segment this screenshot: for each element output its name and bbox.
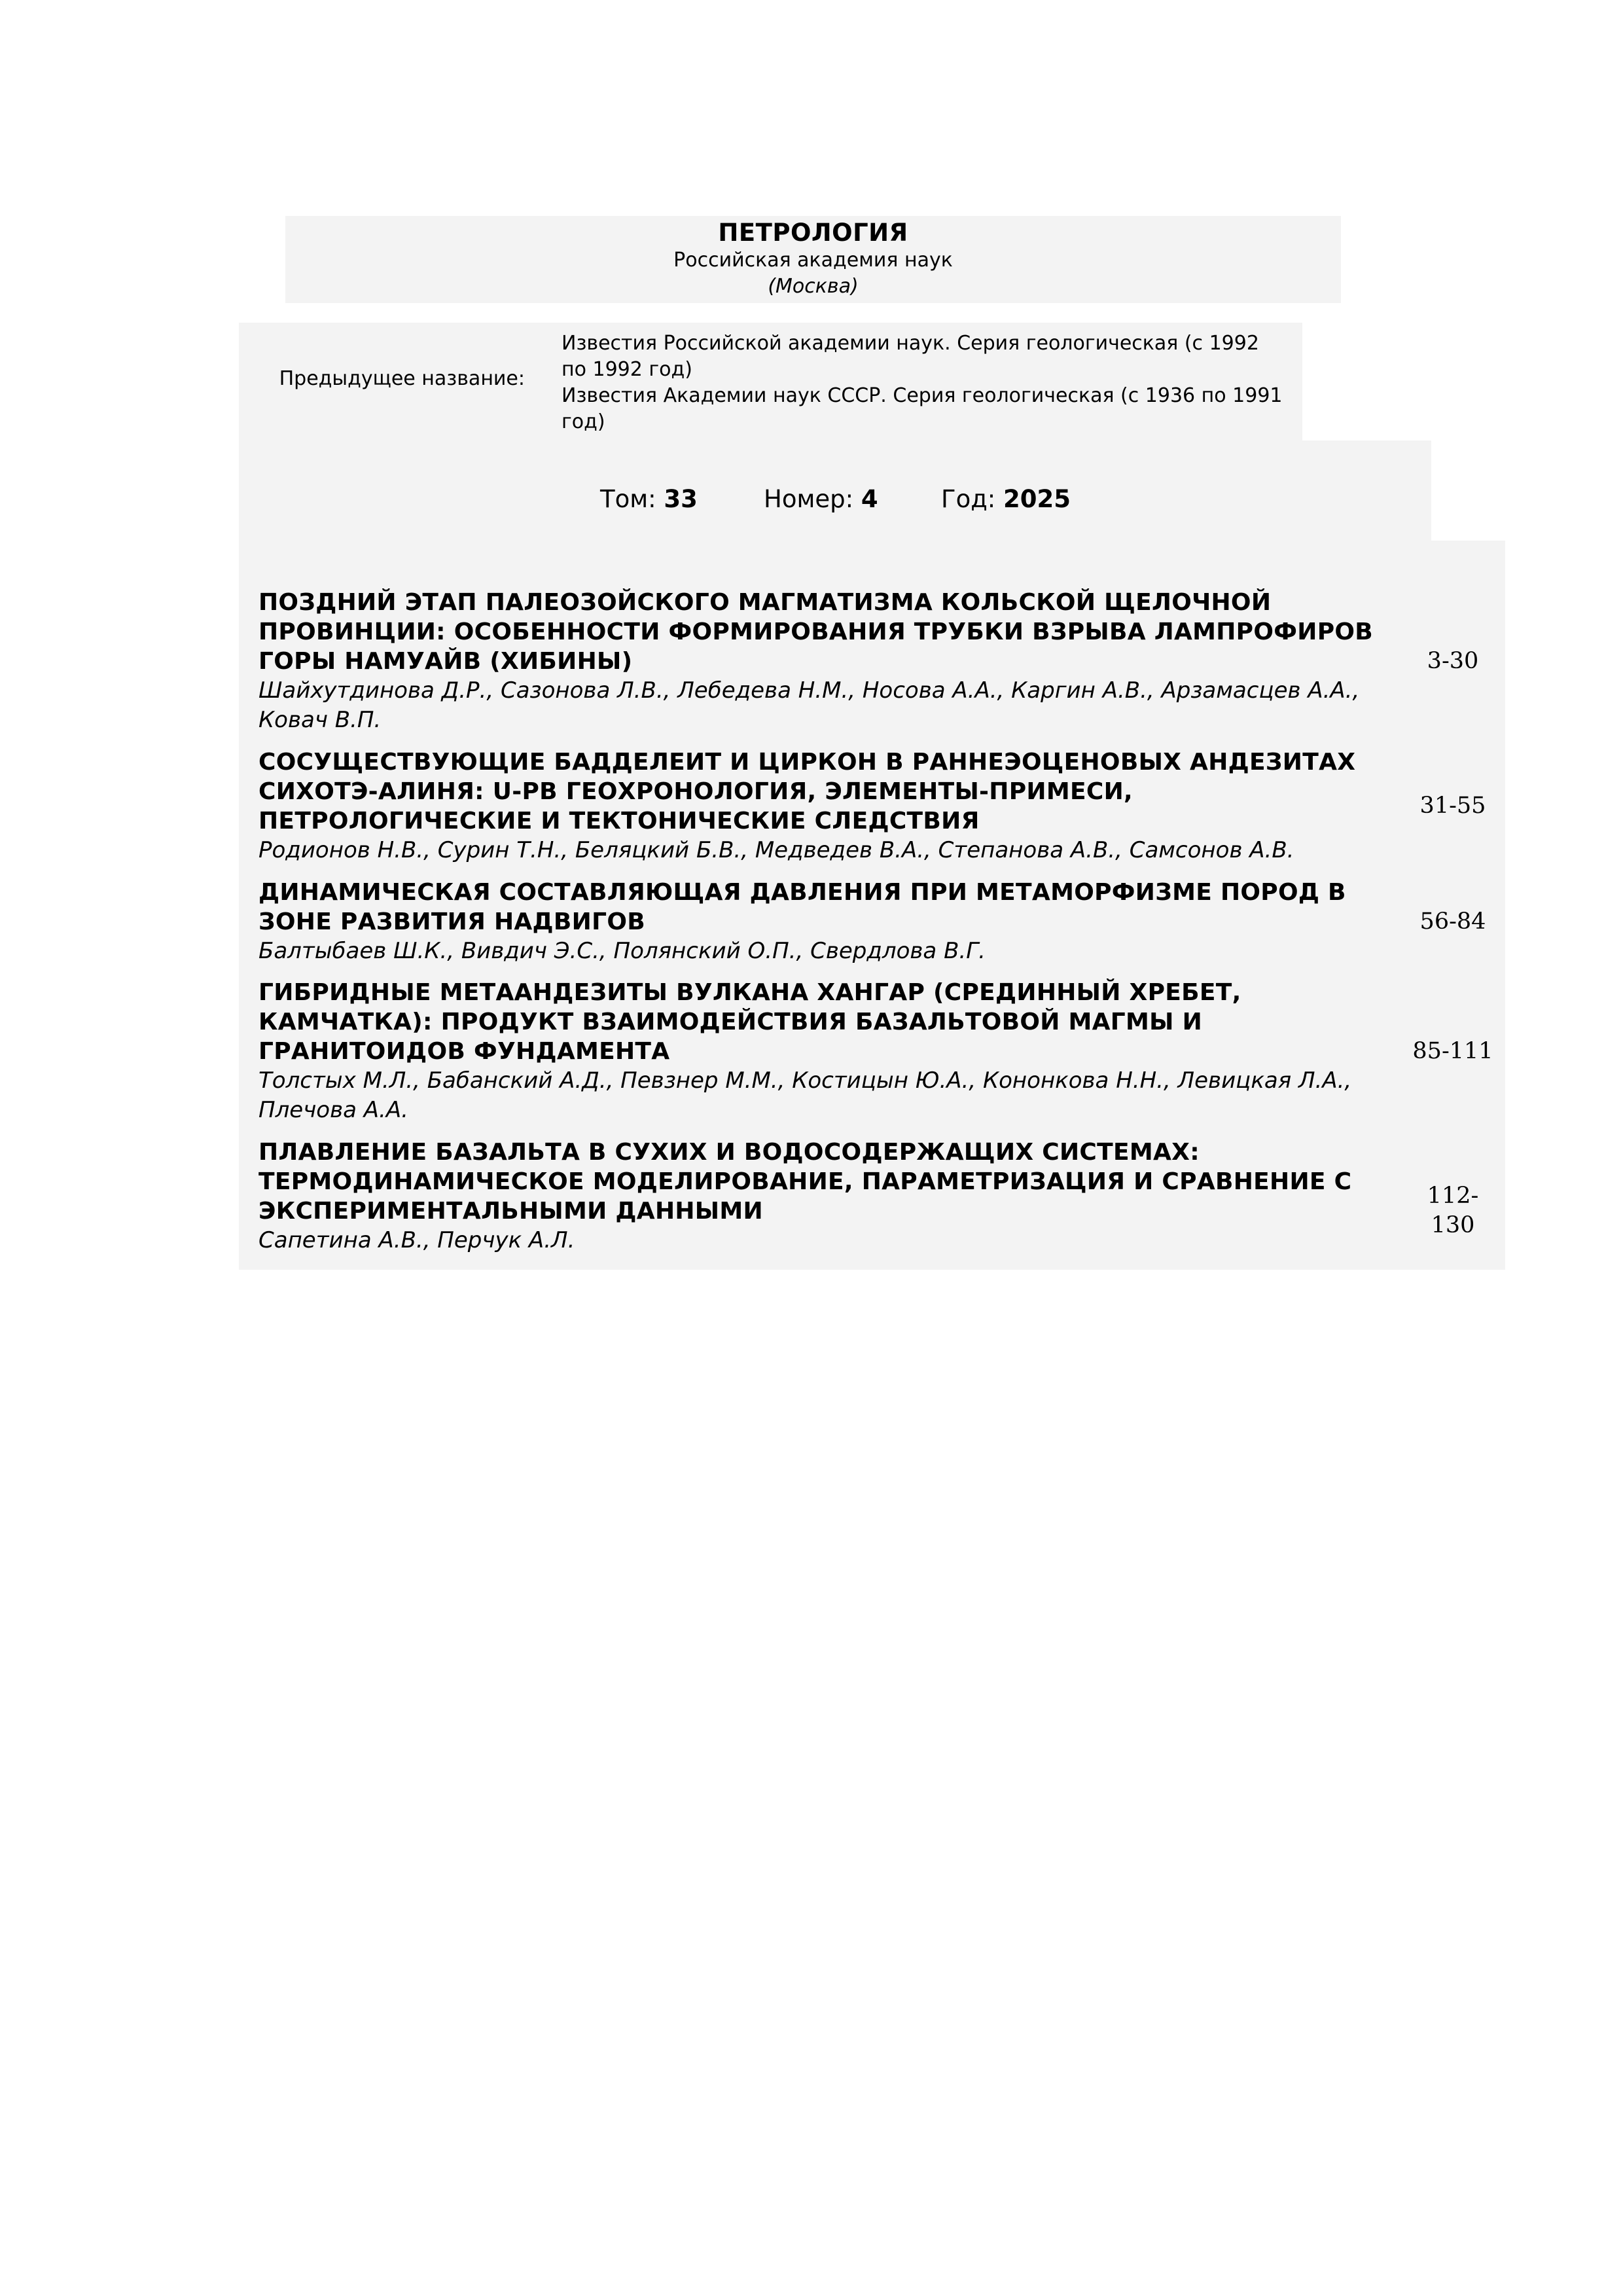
article-authors: Шайхутдинова Д.Р., Сазонова Л.В., Лебедева Н.М., Носова А.А., Каргин А.В., Арзамасцев А.А., Ковач В.П. (259, 677, 1360, 733)
article-title-link[interactable]: СОСУЩЕСТВУЮЩИЕ БАДДЕЛЕИТ И ЦИРКОН В РАННЕЭОЦЕНОВЫХ АНДЕЗИТАХ СИХОТЭ-АЛИНЯ: U-PB ГЕОХРОНОЛОГИЯ, ЭЛЕМЕНТЫ-ПРИМЕСИ, ПЕТРОЛОГИЧЕСКИЕ И ТЕКТОНИЧЕСКИЕ СЛЕДСТВИЯ (259, 749, 1356, 834)
article-text (259, 978, 1407, 1125)
article-entry (259, 1138, 1594, 1255)
year-field (941, 484, 1071, 515)
article-entry (259, 747, 1594, 865)
article-text (259, 588, 1407, 735)
year-value: 2025 (1003, 485, 1071, 513)
article-pages: 112-130 (1427, 1183, 1479, 1238)
table-of-contents (239, 541, 1505, 1270)
volume-field (600, 484, 698, 515)
article-pages: 3-30 (1427, 648, 1479, 674)
issue-info (239, 440, 1431, 541)
previous-names-block (239, 323, 1302, 440)
article-title-link[interactable]: ПОЗДНИЙ ЭТАП ПАЛЕОЗОЙСКОГО МАГМАТИЗМА КОЛЬСКОЙ ЩЕЛОЧНОЙ ПРОВИНЦИИ: ОСОБЕННОСТИ ФОРМИРОВАНИЯ ТРУБКИ ВЗРЫВА ЛАМПРОФИРОВ ГОРЫ НАМУАЙВ (ХИБИНЫ) (259, 589, 1374, 675)
journal-publisher: Российская академия наук (673, 249, 953, 272)
article-authors: Сапетина А.В., Перчук А.Л. (259, 1227, 575, 1253)
article-entry (259, 978, 1594, 1125)
article-pages: 31-55 (1419, 793, 1486, 819)
number-value: 4 (861, 485, 878, 513)
journal-city: (Москва) (768, 275, 859, 298)
article-title-link[interactable]: ДИНАМИЧЕСКАЯ СОСТАВЛЯЮЩАЯ ДАВЛЕНИЯ ПРИ МЕТАМОРФИЗМЕ ПОРОД В ЗОНЕ РАЗВИТИЯ НАДВИГОВ (259, 879, 1346, 935)
year-label: Год: (941, 485, 996, 513)
article-entry (259, 878, 1594, 966)
article-authors: Толстых М.Л., Бабанский А.Д., Певзнер М.М., Костицын Ю.А., Кононкова Н.Н., Левицкая Л.А., Плечова А.А. (259, 1067, 1352, 1123)
volume-label: Том: (600, 485, 656, 513)
article-authors: Балтыбаев Ш.К., Вивдич Э.С., Полянский О.П., Свердлова В.Г. (259, 938, 986, 964)
previous-name-item: Известия Российской академии наук. Серия геологическая (с 1992 по 1992 год) (562, 332, 1259, 381)
previous-names-label: Предыдущее название: (279, 367, 525, 390)
article-text (259, 1138, 1407, 1255)
number-label: Номер: (764, 485, 854, 513)
previous-name-item: Известия Академии наук СССР. Серия геологическая (с 1936 по 1991 год) (562, 384, 1283, 433)
article-entry (259, 588, 1594, 735)
journal-title: ПЕТРОЛОГИЯ (718, 219, 908, 247)
previous-names-list (562, 331, 1288, 435)
article-title-link[interactable]: ПЛАВЛЕНИЕ БАЗАЛЬТА В СУХИХ И ВОДОСОДЕРЖАЩИХ СИСТЕМАХ: ТЕРМОДИНАМИЧЕСКОЕ МОДЕЛИРОВАНИЕ, ПАРАМЕТРИЗАЦИЯ И СРАВНЕНИЕ С ЭКСПЕРИМЕНТАЛЬНЫМИ ДАННЫМИ (259, 1139, 1352, 1225)
article-authors: Родионов Н.В., Сурин Т.Н., Беляцкий Б.В., Медведев В.А., Степанова А.В., Самсонов А.В. (259, 837, 1294, 863)
article-text (259, 747, 1407, 865)
journal-header (285, 216, 1341, 303)
article-pages: 85-111 (1412, 1038, 1493, 1064)
article-pages: 56-84 (1419, 908, 1486, 935)
volume-value: 33 (664, 485, 698, 513)
article-title-link[interactable]: ГИБРИДНЫЕ МЕТААНДЕЗИТЫ ВУЛКАНА ХАНГАР (СРЕДИННЫЙ ХРЕБЕТ, КАМЧАТКА): ПРОДУКТ ВЗАИМОДЕЙСТВИЯ БАЗАЛЬТОВОЙ МАГМЫ И ГРАНИТОИДОВ ФУНДАМЕНТА (259, 979, 1241, 1065)
number-field (764, 484, 878, 515)
article-text (259, 878, 1407, 966)
